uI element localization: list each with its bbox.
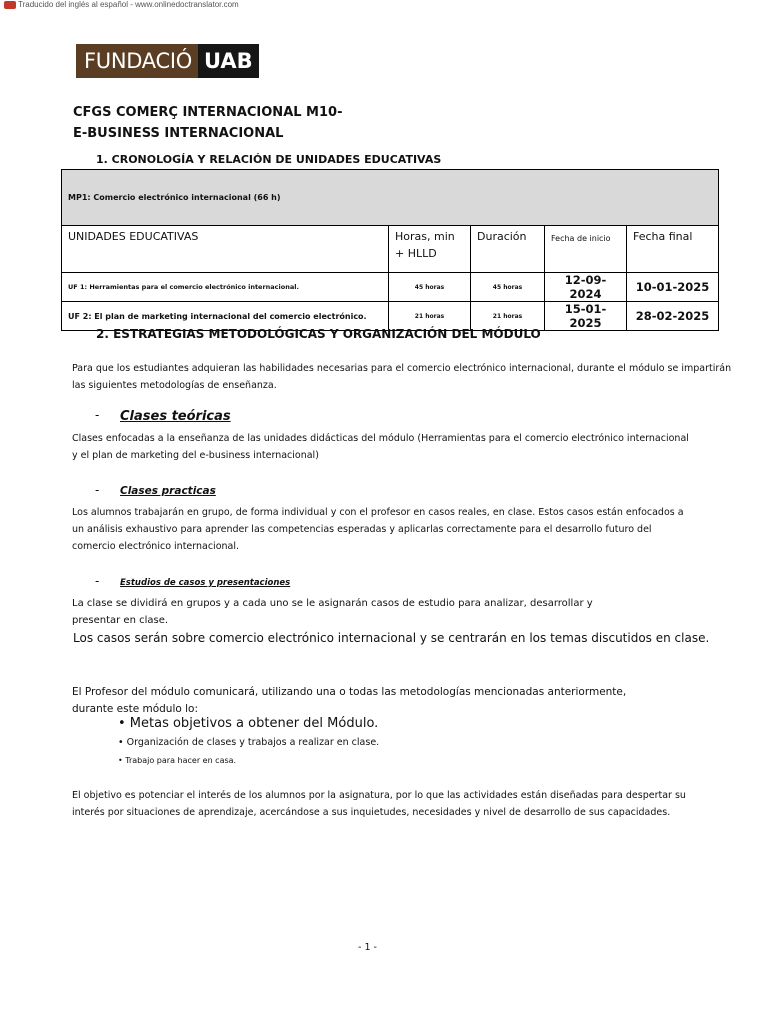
fundacio-uab-logo <box>76 44 259 78</box>
page-number: - 1 - <box>358 942 377 953</box>
practicas-line: comercio electrónico internacional. <box>72 541 240 552</box>
objetivo-line: El objetivo es potenciar el interés de los alumnos por la asignatura, por lo que las actividades están diseñadas para despertar su <box>72 790 686 801</box>
objetivo-paragraph <box>72 787 686 821</box>
mp1-cell: MP1: Comercio electrónico internacional (66 h) <box>62 170 719 226</box>
teoricas-heading: Clases teóricas <box>120 409 231 424</box>
section2-heading: 2. ESTRATEGIAS METODOLÓGICAS Y ORGANIZACIÓN DEL MÓDULO <box>96 327 541 341</box>
doc-title-line1: CFGS COMERÇ INTERNACIONAL M10- <box>73 105 343 120</box>
practicas-line: un análisis exhaustivo para aprender las competencias esperadas y aplicarlas correctamente para el desarrollo futuro del <box>72 524 652 535</box>
teoricas-line: Clases enfocadas a la enseñanza de las unidades didácticas del módulo (Herramientas para el comercio electrónico internacional <box>72 433 689 444</box>
estudios-heading: Estudios de casos y presentaciones <box>120 578 291 588</box>
intro-line: Para que los estudiantes adquieran las habilidades necesarias para el comercio electrónico internacional, durante el módulo se impartirán <box>72 363 732 374</box>
row-start: 15-01-2025 <box>545 302 627 331</box>
practicas-heading: Clases practicas <box>120 485 216 497</box>
doc-title-line2: E-BUSINESS INTERNACIONAL <box>73 126 284 141</box>
dash-teoricas: - <box>95 408 100 422</box>
table-row <box>62 273 719 302</box>
bullet-item: • Organización de clases y trabajos a realizar en clase. <box>118 737 380 748</box>
practicas-line: Los alumnos trabajarán en grupo, de forma individual y con el profesor en casos reales, en clase. Estos casos están enfocados a <box>72 507 684 518</box>
intro-paragraph <box>72 360 731 394</box>
profesor-line: durante este módulo lo: <box>72 703 199 715</box>
col-header-start: Fecha de inicio <box>545 226 627 273</box>
translator-note: Traducido del inglés al español - www.onlinedoctranslator.com <box>18 0 239 9</box>
col-header-duration: Duración <box>471 226 545 273</box>
row-hours: 21 horas <box>389 302 471 331</box>
hours-line2: + HLLD <box>395 247 437 260</box>
bullet-item: • Metas objetivos a obtener del Módulo. <box>118 716 379 731</box>
section1-heading: 1. CRONOLOGÍA Y RELACIÓN DE UNIDADES EDUCATIVAS <box>96 153 442 166</box>
dash-practicas: - <box>95 483 100 497</box>
teoricas-paragraph <box>72 430 689 464</box>
estudios-paragraph <box>72 595 593 629</box>
row-end: 28-02-2025 <box>627 302 719 331</box>
row-hours: 45 horas <box>389 273 471 302</box>
intro-line: las siguientes metodologías de enseñanza. <box>72 380 277 391</box>
translator-banner[interactable] <box>4 0 239 9</box>
translator-logo-icon <box>4 1 16 9</box>
bullet-item: • Trabajo para hacer en casa. <box>118 756 237 765</box>
practicas-paragraph <box>72 504 684 555</box>
row-unit: UF 1: Herramientas para el comercio electrónico internacional. <box>62 273 389 302</box>
logo-right-text: UAB <box>198 44 259 78</box>
profesor-line: El Profesor del módulo comunicará, utilizando una o todas las metodologías mencionadas anteriormente, <box>72 686 627 698</box>
row-unit: UF 2: El plan de marketing internacional del comercio electrónico. <box>62 302 389 331</box>
hours-line1: Horas, min <box>395 230 455 243</box>
dash-estudios: - <box>95 574 100 588</box>
estudios-line: La clase se dividirá en grupos y a cada uno se le asignarán casos de estudio para analizar, desarrollar y <box>72 598 593 609</box>
objetivo-line: interés por situaciones de aprendizaje, acercándose a sus inquietudes, necesidades y nivel de desarrollo de sus capacidades. <box>72 807 671 818</box>
logo-left-text: FUNDACIÓ <box>76 44 198 78</box>
estudios-line: presentar en clase. <box>72 615 169 626</box>
row-duration: 45 horas <box>471 273 545 302</box>
row-start: 12-09-2024 <box>545 273 627 302</box>
estudios-big-line: Los casos serán sobre comercio electrónico internacional y se centrarán en los temas discutidos en clase. <box>73 631 710 645</box>
row-end: 10-01-2025 <box>627 273 719 302</box>
units-table <box>61 169 719 331</box>
col-header-hours <box>389 226 471 273</box>
profesor-paragraph <box>72 684 626 718</box>
row-duration: 21 horas <box>471 302 545 331</box>
teoricas-line: y el plan de marketing del e-business internacional) <box>72 450 319 461</box>
col-header-units: UNIDADES EDUCATIVAS <box>62 226 389 273</box>
col-header-end: Fecha final <box>627 226 719 273</box>
